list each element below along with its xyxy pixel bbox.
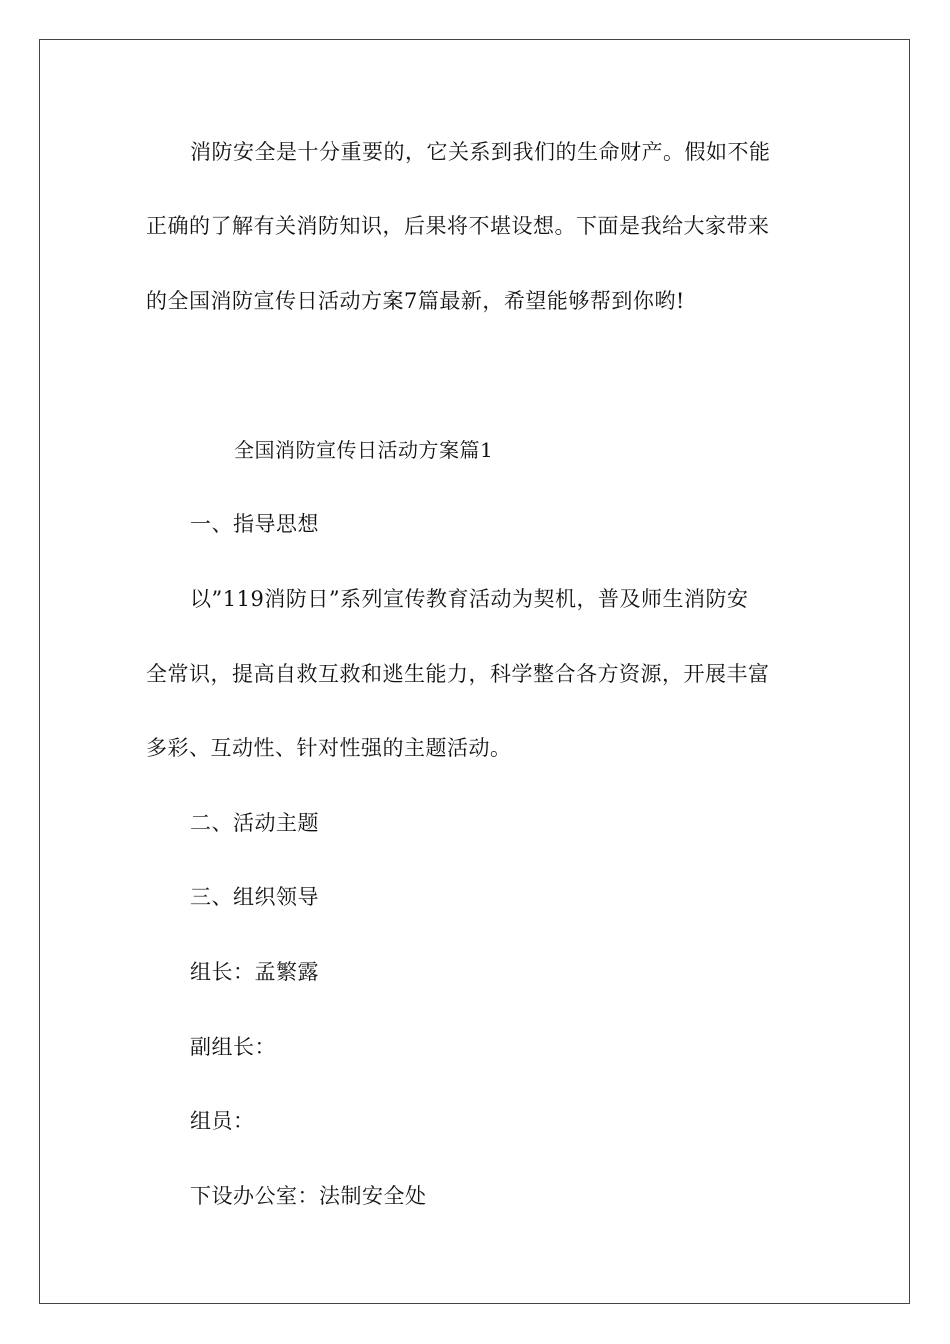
org-office: 下设办公室：法制安全处 <box>190 1184 427 1208</box>
section-title: 全国消防宣传日活动方案篇1 <box>234 438 494 462</box>
guiding-heading: 一、指导思想 <box>190 512 319 536</box>
theme-heading: 二、活动主题 <box>190 811 319 835</box>
guiding-line-1: 以”119消防日”系列宣传教育活动为契机，普及师生消防安 <box>190 587 749 611</box>
intro-line-2: 正确的了解有关消防知识，后果将不堪设想。下面是我给大家带来 <box>146 214 770 238</box>
guiding-line-3: 多彩、互动性、针对性强的主题活动。 <box>146 736 512 760</box>
guiding-line-2: 全常识，提高自救互救和逃生能力，科学整合各方资源，开展丰富 <box>146 662 770 686</box>
org-heading: 三、组织领导 <box>190 885 319 909</box>
org-members: 组员： <box>190 1109 255 1133</box>
org-deputy: 副组长： <box>190 1035 276 1059</box>
org-leader: 组长：孟繁露 <box>190 960 319 984</box>
intro-line-1: 消防安全是十分重要的，它关系到我们的生命财产。假如不能 <box>190 140 771 164</box>
intro-line-3: 的全国消防宣传日活动方案7篇最新，希望能够帮到你哟! <box>146 289 685 313</box>
